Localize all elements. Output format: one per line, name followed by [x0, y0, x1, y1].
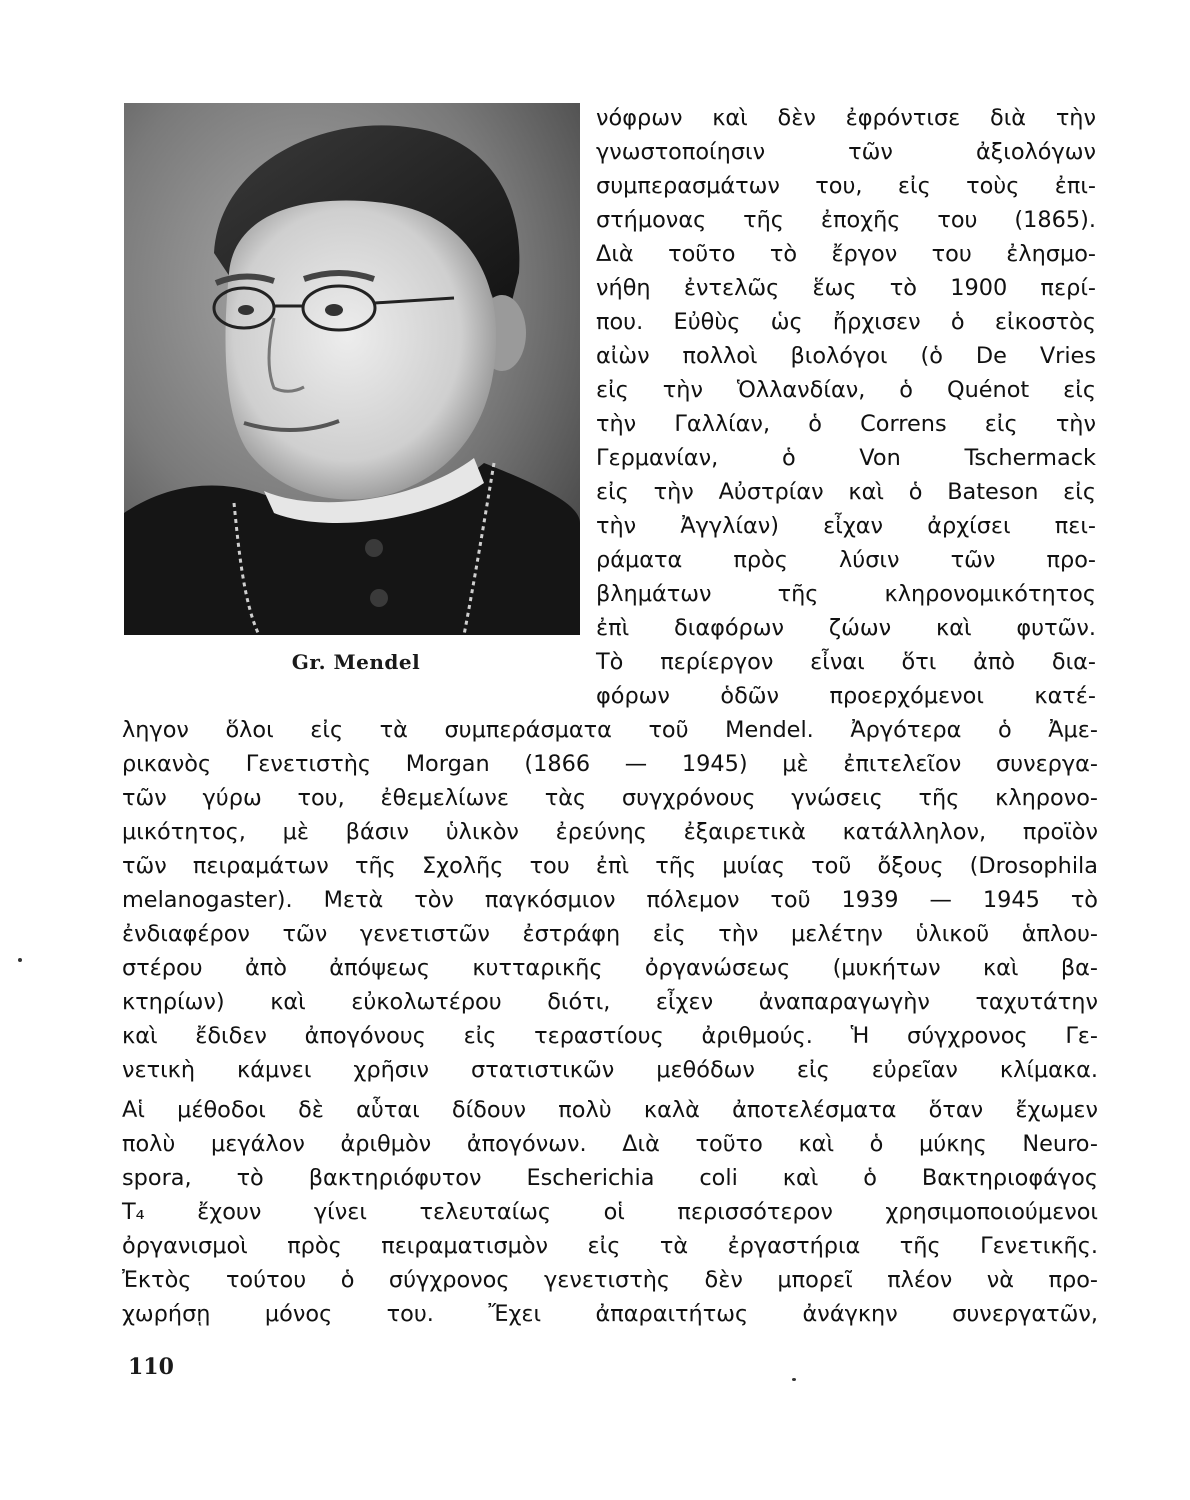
text-line: καὶ ἔδιδεν ἀπογόνους εἰς τεραστίους ἀριθμούς. Ἡ σύγχρονος Γε- — [122, 1023, 1098, 1049]
text-line: spora, τὸ βακτηριόφυτον Escherichia coli καὶ ὁ Βακτηριοφάγος — [122, 1165, 1098, 1191]
text-line: ληγον ὅλοι εἰς τὰ συμπεράσματα τοῦ Mendel. Ἀργότερα ὁ Ἀμε- — [122, 717, 1098, 743]
text-line: Ἐκτὸς τούτου ὁ σύγχρονος γενετιστὴς δὲν μπορεῖ πλέον νὰ προ- — [122, 1267, 1098, 1293]
text-line: συμπερασμάτων του, εἰς τοὺς ἐπι- — [596, 173, 1096, 199]
text-line: νόφρων καὶ δὲν ἐφρόντισε διὰ τὴν — [596, 105, 1096, 131]
text-line: ράματα πρὸς λύσιν τῶν προ- — [596, 547, 1096, 573]
text-line: βλημάτων τῆς κληρονομικότητος — [596, 581, 1096, 607]
text-line: εἰς τὴν Ὁλλανδίαν, ὁ Quénot εἰς — [596, 377, 1096, 403]
page-number: 110 — [128, 1354, 174, 1380]
text-line: στέρου ἀπὸ ἀπόψεως κυτταρικῆς ὀργανώσεως (μυκήτων καὶ βα- — [122, 955, 1098, 981]
scan-speck — [18, 958, 22, 962]
text-line: νετικὴ κάμνει χρῆσιν στατιστικῶν μεθόδων εἰς εὐρεῖαν κλίμακα. — [122, 1057, 1098, 1083]
text-line: τὴν Ἀγγλίαν) εἶχαν ἀρχίσει πει- — [596, 513, 1096, 539]
text-line: τῶν γύρω του, ἐθεμελίωνε τὰς συγχρόνους γνώσεις τῆς κληρονο- — [122, 785, 1098, 811]
figure-caption: Gr. Mendel — [291, 650, 421, 674]
text-line: Διὰ τοῦτο τὸ ἔργον του ἐλησμο- — [596, 241, 1096, 267]
text-line: melanogaster). Μετὰ τὸν παγκόσμιον πόλεμον τοῦ 1939 — 1945 τὸ — [122, 887, 1098, 913]
text-line: πολὺ μεγάλον ἀριθμὸν ἀπογόνων. Διὰ τοῦτο καὶ ὁ μύκης Neuro- — [122, 1131, 1098, 1157]
text-line: φόρων ὁδῶν προερχόμενοι κατέ- — [596, 683, 1096, 709]
text-line: χωρήσῃ μόνος του. Ἔχει ἀπαραιτήτως ἀνάγκην συνεργατῶν, — [122, 1301, 1098, 1327]
text-line: τῶν πειραμάτων τῆς Σχολῆς του ἐπὶ τῆς μυίας τοῦ ὄξους (Drosophila — [122, 853, 1098, 879]
text-line: ἐνδιαφέρον τῶν γενετιστῶν ἐστράφη εἰς τὴν μελέτην ὑλικοῦ ἁπλου- — [122, 921, 1098, 947]
text-line: αἰὼν πολλοὶ βιολόγοι (ὁ De Vries — [596, 343, 1096, 369]
text-line: Γερμανίαν, ὁ Von Tschermack — [596, 445, 1096, 471]
text-line: T₄ ἔχουν γίνει τελευταίως οἱ περισσότερον χρησιμοποιούμενοι — [122, 1199, 1098, 1225]
text-line: ρικανὸς Γενετιστὴς Morgan (1866 — 1945) μὲ ἐπιτελεῖον συνεργα- — [122, 751, 1098, 777]
text-line: στήμονας τῆς ἐποχῆς του (1865). — [596, 207, 1096, 233]
text-line: εἰς τὴν Αὐστρίαν καὶ ὁ Bateson εἰς — [596, 479, 1096, 505]
scan-speck — [792, 1378, 796, 1381]
text-line: ὀργανισμοὶ πρὸς πειραματισμὸν εἰς τὰ ἐργαστήρια τῆς Γενετικῆς. — [122, 1233, 1098, 1259]
text-line: που. Εὐθὺς ὡς ἤρχισεν ὁ εἰκοστὸς — [596, 309, 1096, 335]
text-line: ἐπὶ διαφόρων ζώων καὶ φυτῶν. — [596, 615, 1096, 641]
text-line: τὴν Γαλλίαν, ὁ Correns εἰς τὴν — [596, 411, 1096, 437]
mendel-portrait-photo — [124, 103, 580, 635]
text-line: νήθη ἐντελῶς ἕως τὸ 1900 περί- — [596, 275, 1096, 301]
text-line: Αἱ μέθοδοι δὲ αὗται δίδουν πολὺ καλὰ ἀποτελέσματα ὅταν ἔχωμεν — [122, 1097, 1098, 1123]
text-line: μικότητος, μὲ βάσιν ὑλικὸν ἐρεύνης ἐξαιρετικὰ κατάλληλον, προϊὸν — [122, 819, 1098, 845]
text-line: κτηρίων) καὶ εὐκολωτέρου διότι, εἶχεν ἀναπαραγωγὴν ταχυτάτην — [122, 989, 1098, 1015]
text-line: γνωστοποίησιν τῶν ἀξιολόγων — [596, 139, 1096, 165]
text-line: Τὸ περίεργον εἶναι ὅτι ἀπὸ δια- — [596, 649, 1096, 675]
